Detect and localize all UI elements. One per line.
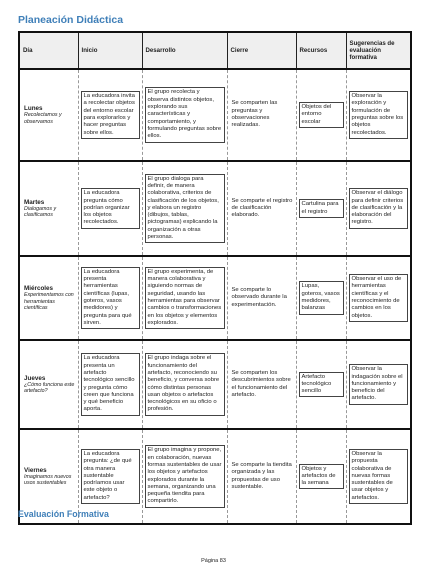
sugerencias-cell [346, 340, 411, 429]
cierre-cell: Se comparte lo observado durante la experimentación. [227, 256, 296, 340]
inicio-text: La educadora pregunta cómo podrían organizar los objetos recolectados. [81, 188, 140, 228]
cierre-cell: Se comparten los descubrimientos sobre el funcionamiento del artefacto. [227, 340, 296, 429]
day-name: Lunes [24, 105, 43, 113]
planning-table-container [18, 31, 410, 525]
day-name: Viernes [24, 466, 47, 474]
table-row [19, 256, 411, 340]
sugerencias-text: Observar el uso de herramientas científicas y el reconocimiento de cambios en los objetos. [349, 274, 409, 322]
day-subtitle: Imaginamos nuevos usos sustentables [24, 473, 72, 487]
cierre-cell: Se comparte la tiendita organizada y las propuestas de uso sustentable. [227, 429, 296, 524]
inicio-cell [78, 256, 142, 340]
desarrollo-cell [142, 161, 227, 256]
day-name: Jueves [24, 374, 46, 382]
day-name: Miércoles [24, 284, 54, 292]
sugerencias-cell [346, 69, 411, 161]
recursos-cell [296, 161, 346, 256]
sugerencias-cell [346, 429, 411, 524]
desarrollo-text: El grupo indaga sobre el funcionamiento del artefacto, reconociendo su beneficio, y conversa sobre cómo distintas personas usan objetos o artefactos tecnológicos en su oficio o profesión. [145, 353, 225, 415]
recursos-text: Objetos y artefactos de la semana [299, 464, 344, 490]
recursos-text: Objetos del entorno escolar [299, 102, 344, 128]
desarrollo-cell [142, 69, 227, 161]
day-cell [19, 256, 78, 340]
header-dia: Día [19, 32, 78, 69]
sugerencias-cell [346, 161, 411, 256]
day-subtitle: Experimentamos con herramientas científicas [24, 292, 74, 311]
header-cierre: Cierre [227, 32, 296, 69]
day-cell [19, 161, 78, 256]
desarrollo-cell [142, 429, 227, 524]
sugerencias-text: Observar la propuesta colaborativa de nuevas formas sustentables de usar objetos y artefactos. [349, 449, 409, 504]
inicio-cell [78, 69, 142, 161]
table-header-row [19, 32, 411, 69]
sugerencias-text: Observar la indagación sobre el funcionamiento y beneficio del artefacto. [349, 364, 409, 404]
desarrollo-text: El grupo experimenta, de manera colaborativa y siguiendo normas de seguridad, usando las herramientas para observar cambios o transformaciones en los objetos y elementos explorados. [145, 267, 225, 329]
inicio-cell [78, 340, 142, 429]
desarrollo-text: El grupo recolecta y observa distintos objetos, explorando sus características y comportamiento, y formulando preguntas sobre ellos. [145, 87, 225, 142]
desarrollo-cell [142, 340, 227, 429]
day-subtitle: ¿Cómo funciona este artefacto? [24, 381, 75, 395]
day-subtitle: Dialogamos y clasificamos [24, 205, 57, 219]
sugerencias-text: Observar la exploración y formulación de preguntas sobre los objetos recolectados. [349, 91, 409, 139]
recursos-cell [296, 429, 346, 524]
sugerencias-text: Observar el diálogo para definir criterios de clasificación y la elaboración del registro. [349, 188, 409, 228]
cierre-cell: Se comparten las preguntas y observaciones realizadas. [227, 69, 296, 161]
recursos-cell [296, 340, 346, 429]
table-row [19, 340, 411, 429]
recursos-text: Lupas, goteros, vasos medidores, balanzas [299, 281, 344, 314]
planning-table [18, 31, 412, 525]
recursos-cell [296, 69, 346, 161]
header-inicio: Inicio [78, 32, 142, 69]
inicio-text: La educadora presenta herramientas científicas (lupas, goteros, vasos medidores) y pregunta para qué sirven. [81, 267, 140, 329]
recursos-text: Cartulina para el registro [299, 199, 344, 218]
recursos-cell [296, 256, 346, 340]
page-number: Página 83 [201, 558, 226, 564]
cierre-cell: Se comparte el registro de clasificación elaborado. [227, 161, 296, 256]
table-row [19, 161, 411, 256]
inicio-text: La educadora invita a recolectar objetos del entorno escolar para explorarlos y hacer preguntas sobre ellos. [81, 91, 140, 139]
day-cell [19, 340, 78, 429]
header-recursos: Recursos [296, 32, 346, 69]
desarrollo-text: El grupo dialoga para definir, de manera colaborativa, criterios de clasificación de los objetos, y elabora un registro (dibujos, tablas, pictogramas) explicando la organización a otras personas. [145, 174, 225, 244]
header-desarrollo: Desarrollo [142, 32, 227, 69]
table-row [19, 69, 411, 161]
day-subtitle: Recolectamos y observamos [24, 112, 62, 125]
header-sugerencias: Sugerencias de evaluación formativa [346, 32, 411, 69]
desarrollo-cell [142, 256, 227, 340]
day-cell [19, 69, 78, 161]
page-title: Planeación Didáctica [18, 14, 124, 26]
day-name: Martes [24, 198, 45, 206]
inicio-text: La educadora pregunta: ¿de qué otra manera sustentable podríamos usar este objeto o artefacto? [81, 449, 140, 504]
section-title: Evaluación Formativa [18, 509, 109, 519]
desarrollo-text: El grupo imagina y propone, en colaboración, nuevas formas sustentables de usar los objetos y artefactos explorados durante la semana, organizando una pequeña tiendita para compartirlo. [145, 445, 225, 507]
recursos-text: Artefacto tecnológico sencillo [299, 372, 344, 398]
sugerencias-cell [346, 256, 411, 340]
inicio-text: La educadora presenta un artefacto tecnológico sencillo y pregunta cómo creen que funciona y qué beneficio aporta. [81, 353, 140, 415]
inicio-cell [78, 161, 142, 256]
